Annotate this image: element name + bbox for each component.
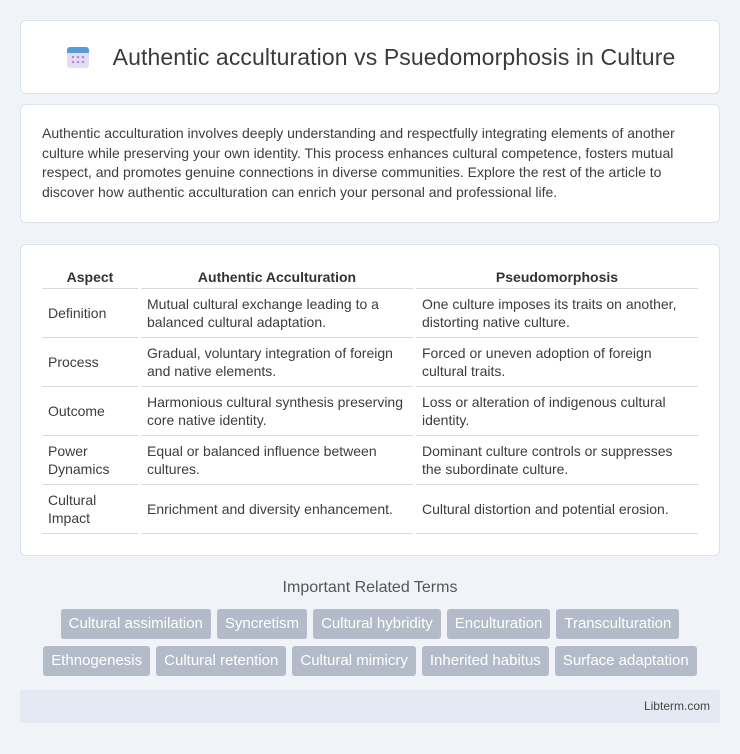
intro-card — [20, 104, 720, 223]
table-header-authentic: Authentic Acculturation — [141, 265, 413, 289]
table-row — [42, 485, 698, 534]
table-cell-authentic: Harmonious cultural synthesis preserving core native identity. — [141, 387, 413, 436]
table-cell-pseudomorphosis: Dominant culture controls or suppresses the subordinate culture. — [416, 436, 698, 485]
calendar-icon — [65, 44, 91, 70]
tag-cultural-mimicry[interactable]: Cultural mimicry — [292, 646, 416, 676]
intro-paragraph: Authentic acculturation involves deeply understanding and respectfully integrating elements of another culture while preserving your own identity. This process enhances cultural competence, fosters mutual respect, and promotes genuine connections in diverse communities. Explore the rest of the article to discover how authentic acculturation can enrich your personal and professional life. — [42, 125, 675, 200]
table-cell-authentic: Equal or balanced influence between cultures. — [141, 436, 413, 485]
table-cell-pseudomorphosis: Loss or alteration of indigenous cultural identity. — [416, 387, 698, 436]
table-cell-pseudomorphosis: Forced or uneven adoption of foreign cultural traits. — [416, 338, 698, 387]
tag-cultural-assimilation[interactable]: Cultural assimilation — [61, 609, 211, 639]
tag-transculturation[interactable]: Transculturation — [556, 609, 679, 639]
table-row — [42, 338, 698, 387]
table-cell-pseudomorphosis: Cultural distortion and potential erosion. — [416, 485, 698, 534]
table-cell-authentic: Gradual, voluntary integration of foreign and native elements. — [141, 338, 413, 387]
table-row — [42, 436, 698, 485]
title-card — [20, 20, 720, 94]
footer-brand-link[interactable]: Libterm.com — [643, 699, 710, 713]
table-header-pseudomorphosis: Pseudomorphosis — [416, 265, 698, 289]
tag-syncretism[interactable]: Syncretism — [217, 609, 307, 639]
related-terms-tags — [20, 609, 720, 676]
comparison-table — [39, 265, 701, 534]
table-row — [42, 387, 698, 436]
table-cell-authentic: Enrichment and diversity enhancement. — [141, 485, 413, 534]
footer — [20, 690, 720, 723]
tag-inherited-habitus[interactable]: Inherited habitus — [422, 646, 549, 676]
table-cell-aspect: Outcome — [42, 387, 138, 436]
comparison-table-card — [20, 244, 720, 556]
tag-ethnogenesis[interactable]: Ethnogenesis — [43, 646, 150, 676]
table-header-row — [42, 265, 698, 289]
related-terms-title: Important Related Terms — [282, 579, 458, 596]
page-title: Authentic acculturation vs Psuedomorphosis in Culture — [112, 43, 676, 70]
table-cell-pseudomorphosis: One culture imposes its traits on another, distorting native culture. — [416, 289, 698, 338]
table-cell-aspect: Power Dynamics — [42, 436, 138, 485]
tag-cultural-retention[interactable]: Cultural retention — [156, 646, 286, 676]
table-header-aspect: Aspect — [42, 265, 138, 289]
tag-enculturation[interactable]: Enculturation — [447, 609, 551, 639]
table-cell-aspect: Process — [42, 338, 138, 387]
table-cell-aspect: Cultural Impact — [42, 485, 138, 534]
related-terms-section — [20, 577, 720, 676]
table-cell-aspect: Definition — [42, 289, 138, 338]
table-row — [42, 289, 698, 338]
tag-surface-adaptation[interactable]: Surface adaptation — [555, 646, 697, 676]
tag-cultural-hybridity[interactable]: Cultural hybridity — [313, 609, 441, 639]
table-cell-authentic: Mutual cultural exchange leading to a balanced cultural adaptation. — [141, 289, 413, 338]
